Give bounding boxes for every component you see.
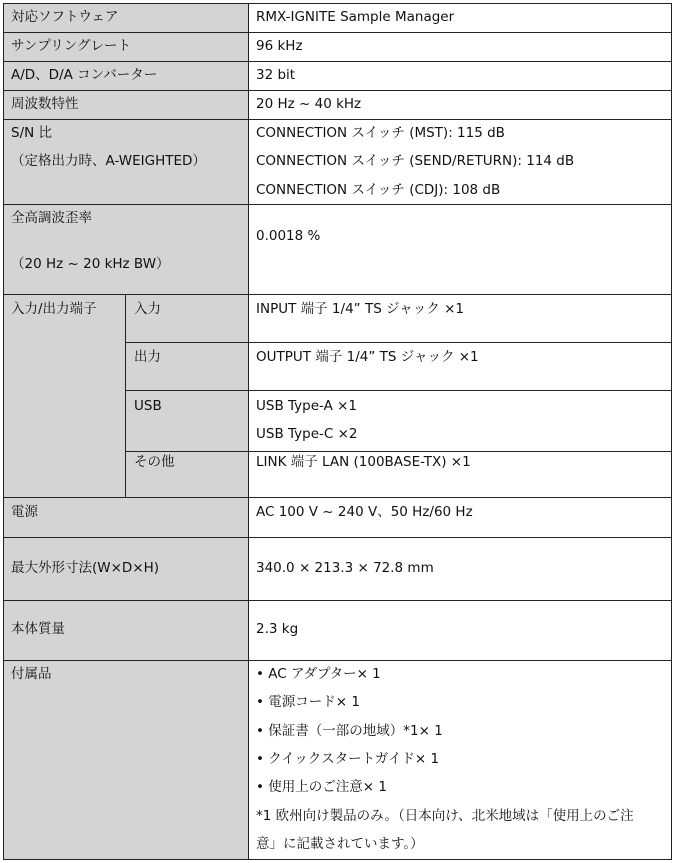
- value-weight: 2.3 kg: [256, 621, 299, 637]
- label-thd: 全高調波歪率: [11, 210, 92, 226]
- label-accessories: 付属品: [11, 666, 52, 682]
- value-sn-cdj: CONNECTION スイッチ (CDJ): 108 dB: [256, 182, 501, 198]
- label-terminals: 入力/出力端子: [11, 301, 97, 317]
- value-accessory-footnote: *1 欧州向け製品のみ。（日本向け、北米地域は「使用上のご注: [256, 808, 634, 824]
- row-divider: [3, 32, 672, 33]
- sub-row-divider: [125, 390, 672, 391]
- row-divider: [3, 61, 672, 62]
- sub-row-divider: [125, 342, 672, 343]
- value-sn-mst: CONNECTION スイッチ (MST): 115 dB: [256, 125, 505, 141]
- row-divider: [3, 204, 672, 205]
- label-usb: USB: [134, 398, 162, 414]
- value-cell-weight: [248, 600, 672, 660]
- label-other: その他: [134, 454, 175, 470]
- label-software: 対応ソフトウェア: [11, 9, 119, 25]
- value-accessory-warranty: • 保証書（一部の地域）*1× 1: [256, 723, 443, 739]
- value-input: INPUT 端子 1/4” TS ジャック ×1: [256, 301, 464, 317]
- label-sampling-rate: サンプリングレート: [11, 38, 132, 54]
- label-cell-power: [3, 497, 248, 537]
- value-power: AC 100 V ~ 240 V、50 Hz/60 Hz: [256, 504, 473, 520]
- value-converter: 32 bit: [256, 67, 296, 83]
- label-converter: A/D、D/A コンバーター: [11, 67, 158, 83]
- value-accessory-precautions: • 使用上のご注意× 1: [256, 779, 387, 795]
- value-sampling-rate: 96 kHz: [256, 38, 303, 54]
- value-accessory-power-cord: • 電源コード× 1: [256, 694, 360, 710]
- label-weight: 本体質量: [11, 621, 65, 637]
- row-divider: [3, 90, 672, 91]
- value-accessory-footnote-cont: 意」に記載されています。）: [256, 836, 424, 852]
- value-accessory-quick-start: • クイックスタートガイド× 1: [256, 751, 440, 767]
- label-sn-ratio-note: （定格出力時、A-WEIGHTED）: [11, 153, 206, 169]
- label-dimensions: 最大外形寸法(W×D×H): [11, 560, 160, 576]
- table-border-bottom: [3, 859, 672, 860]
- table-border-left: [3, 3, 4, 860]
- label-output: 出力: [134, 349, 161, 365]
- value-dimensions: 340.0 × 213.3 × 72.8 mm: [256, 560, 434, 576]
- value-usb-a: USB Type-A ×1: [256, 398, 358, 414]
- label-power: 電源: [11, 504, 38, 520]
- value-accessory-ac-adapter: • AC アダプター× 1: [256, 666, 381, 682]
- value-software: RMX-IGNITE Sample Manager: [256, 9, 455, 25]
- row-divider: [3, 537, 672, 538]
- value-frequency: 20 Hz ~ 40 kHz: [256, 96, 362, 112]
- sub-column-divider: [125, 294, 126, 497]
- row-divider: [3, 600, 672, 601]
- label-frequency: 周波数特性: [11, 96, 79, 112]
- row-divider: [3, 660, 672, 661]
- value-output: OUTPUT 端子 1/4” TS ジャック ×1: [256, 349, 479, 365]
- label-thd-note: （20 Hz ~ 20 kHz BW）: [11, 256, 170, 272]
- value-cell-thd: [248, 204, 672, 294]
- row-divider: [3, 497, 672, 498]
- value-usb-c: USB Type-C ×2: [256, 426, 358, 442]
- table-border-top: [3, 3, 672, 4]
- value-cell-converter: [248, 61, 672, 90]
- value-thd: 0.0018 %: [256, 228, 321, 244]
- value-sn-send-return: CONNECTION スイッチ (SEND/RETURN): 114 dB: [256, 153, 575, 169]
- value-other: LINK 端子 LAN (100BASE-TX) ×1: [256, 454, 471, 470]
- column-divider: [248, 3, 249, 860]
- label-input: 入力: [134, 301, 161, 317]
- sub-row-divider: [125, 451, 672, 452]
- label-cell-accessories: [3, 660, 248, 860]
- row-divider: [3, 119, 672, 120]
- label-sn-ratio: S/N 比: [11, 125, 53, 141]
- row-divider: [3, 294, 672, 295]
- value-cell-sampling-rate: [248, 32, 672, 61]
- table-border-right: [671, 3, 672, 860]
- spec-table: [3, 3, 672, 860]
